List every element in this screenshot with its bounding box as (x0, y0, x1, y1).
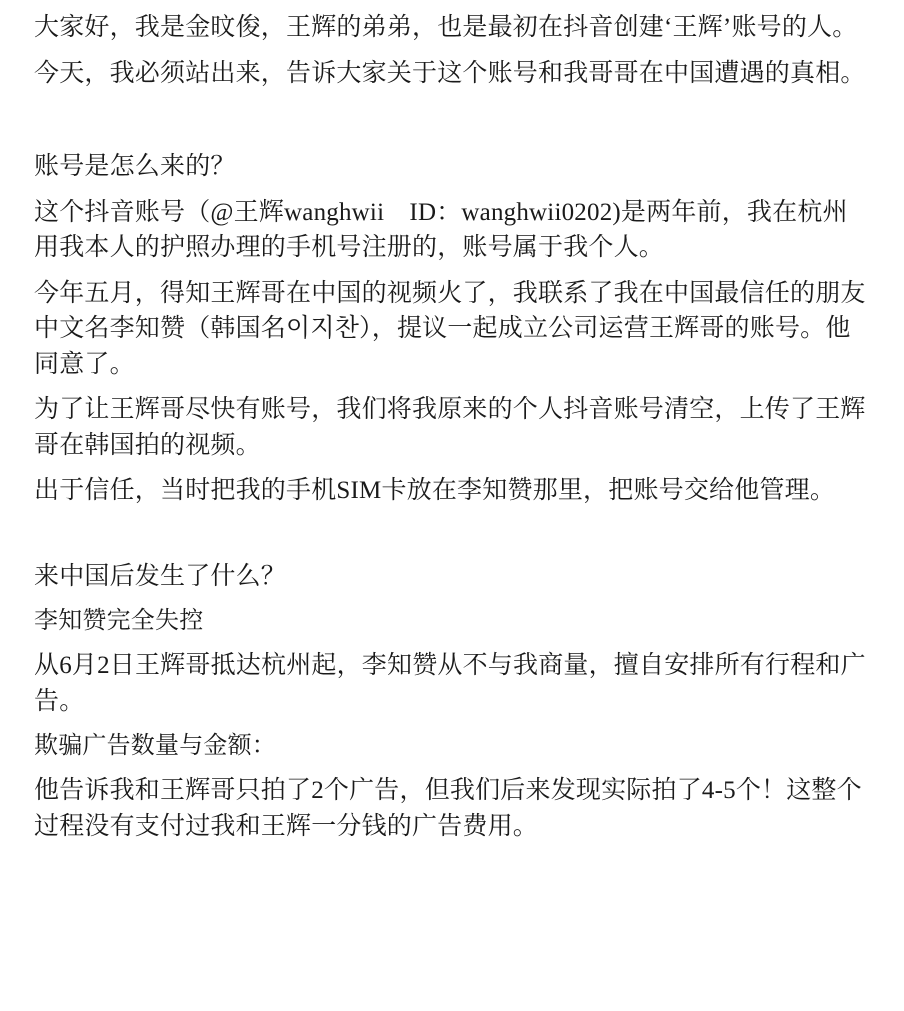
heading-after-china: 来中国后发生了什么？ (34, 562, 287, 590)
subheading-out-of-control: 李知赞完全失控 (34, 608, 204, 634)
section-spacer-2 (34, 519, 870, 559)
paragraph-intro-2: 今天，我必须站出来，告诉大家关于这个账号和我哥哥在中国遭遇的真相。 (34, 59, 866, 87)
paragraph-schedule-arrangement: 从6月2日王辉哥抵达杭州起，李知赞从不与我商量，擅自安排所有行程和广告。 (34, 652, 866, 715)
section-spacer-1 (34, 101, 870, 149)
paragraph-account-reset: 为了让王辉哥尽快有账号，我们将我原来的个人抖音账号清空，上传了王辉哥在韩国拍的视频。 (34, 396, 866, 459)
subheading-ad-deception: 欺骗广告数量与金额： (34, 733, 276, 760)
paragraph-company-proposal: 今年五月，得知王辉哥在中国的视频火了，我联系了我在中国最信任的朋友中文名李知赞（韩国名이지찬），提议一起成立公司运营王辉哥的账号。他同意了。 (34, 279, 866, 378)
heading-account-origin: 账号是怎么来的？ (34, 153, 236, 180)
paragraph-ad-count-money: 他告诉我和王辉哥只拍了2个广告，但我们后来发现实际拍了4-5个！这整个过程没有支付过我和王辉一分钱的广告费用。 (34, 777, 862, 840)
paragraph-account-registration: 这个抖音账号（@王辉wanghwii ID：wanghwii0202)是两年前，我在杭州用我本人的护照办理的手机号注册的，账号属于我个人。 (34, 198, 848, 261)
paragraph-intro-1: 大家好，我是金旼俊，王辉的弟弟，也是最初在抖音创建‘王辉’账号的人。 (34, 14, 858, 41)
paragraph-sim-card-trust: 出于信任，当时把我的手机SIM卡放在李知赞那里，把账号交给他管理。 (34, 477, 836, 504)
